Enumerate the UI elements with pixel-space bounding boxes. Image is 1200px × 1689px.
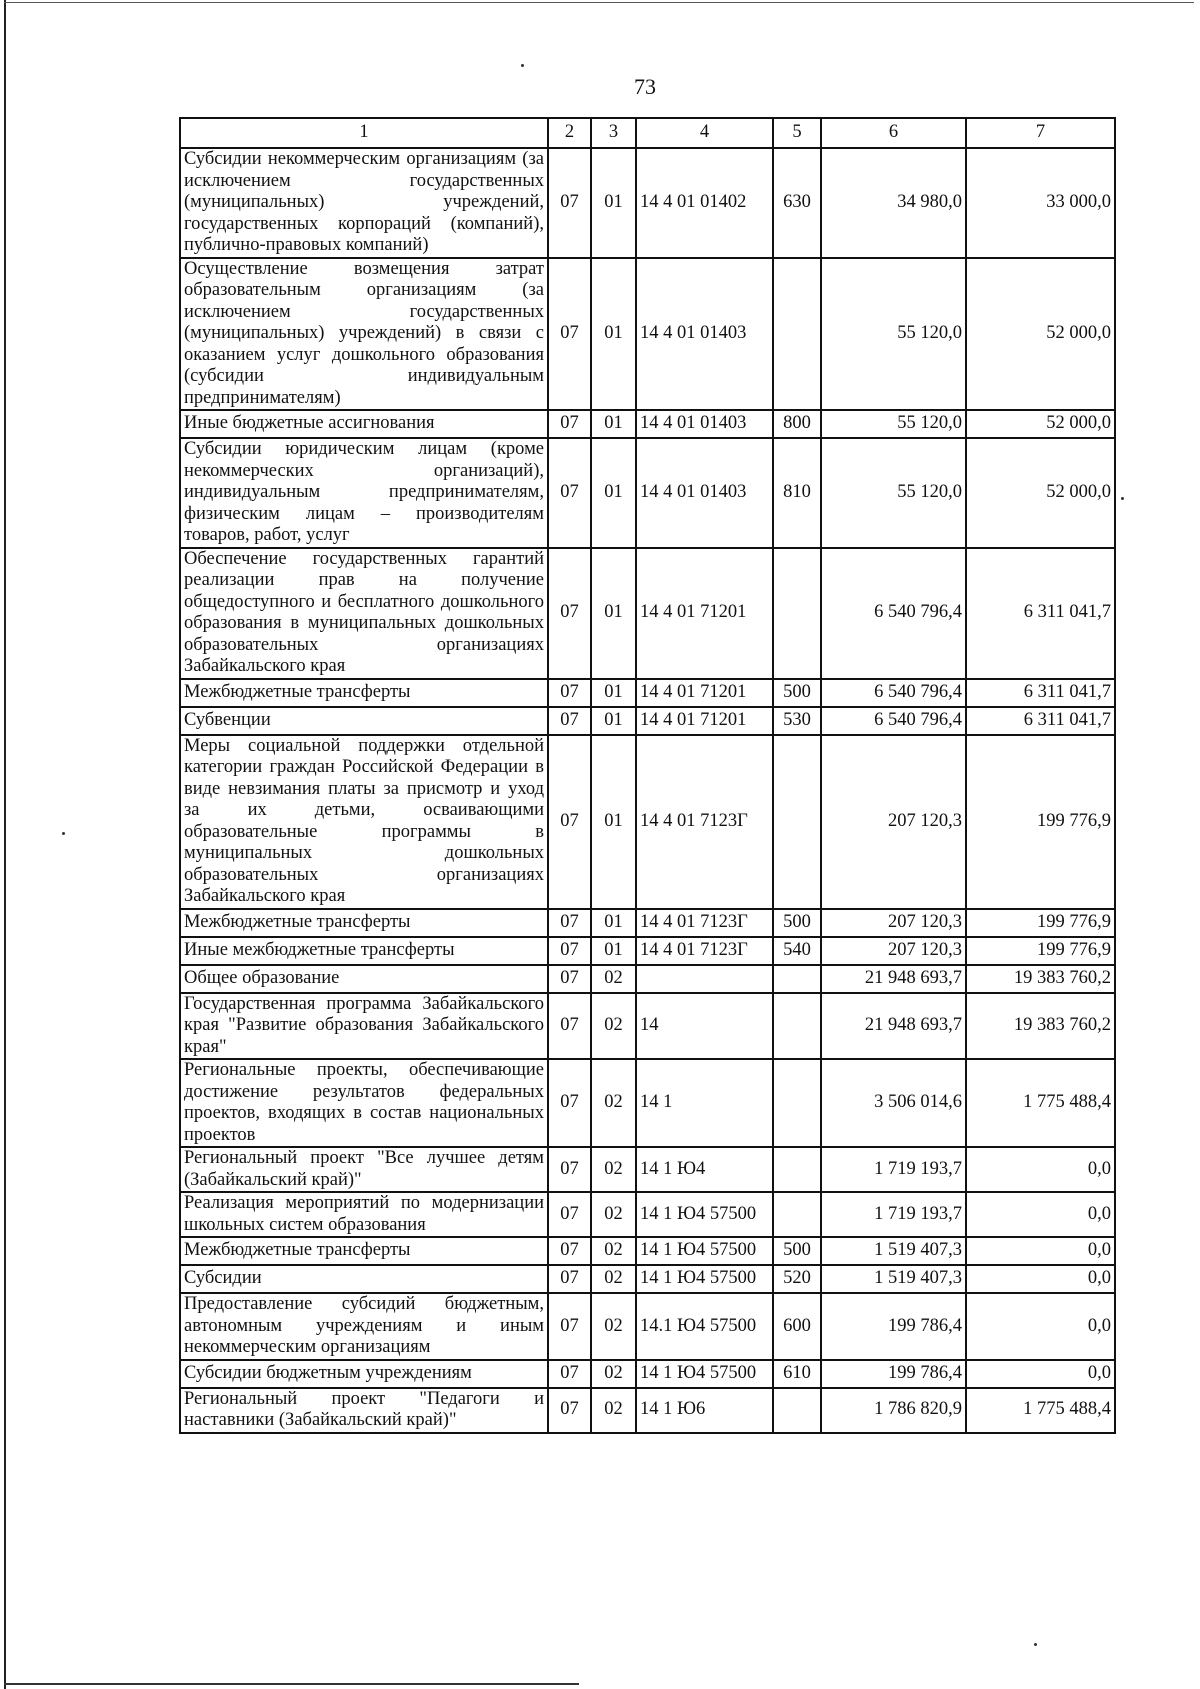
- row-expense-type: 540: [773, 937, 821, 965]
- column-header: 5: [773, 118, 821, 148]
- row-section: 07: [548, 1293, 591, 1360]
- scan-speck: [1121, 497, 1124, 500]
- column-header: 6: [821, 118, 966, 148]
- row-target-code: 14 1 Ю4 57500: [636, 1237, 773, 1265]
- row-value-col7: 6 311 041,7: [966, 707, 1115, 735]
- scan-speck: [521, 64, 524, 67]
- row-value-col7: 6 311 041,7: [966, 679, 1115, 707]
- row-subsection: 01: [591, 258, 636, 411]
- row-section: 07: [548, 410, 591, 438]
- row-target-code: 14.1 Ю4 57500: [636, 1293, 773, 1360]
- row-value-col6: 1 519 407,3: [821, 1265, 966, 1293]
- row-section: 07: [548, 993, 591, 1060]
- table-row: [180, 965, 1115, 993]
- row-value-col6: 21 948 693,7: [821, 965, 966, 993]
- row-target-code: 14 4 01 7123Г: [636, 909, 773, 937]
- row-expense-type: 610: [773, 1360, 821, 1388]
- row-value-col7: 1 775 488,4: [966, 1388, 1115, 1433]
- row-target-code: 14 1 Ю4: [636, 1147, 773, 1192]
- row-expense-type: 600: [773, 1293, 821, 1360]
- row-name: Иные межбюджетные трансферты: [180, 937, 548, 965]
- row-value-col6: 55 120,0: [821, 410, 966, 438]
- row-subsection: 02: [591, 1265, 636, 1293]
- row-value-col7: 0,0: [966, 1192, 1115, 1237]
- row-target-code: 14 4 01 7123Г: [636, 937, 773, 965]
- row-name: Региональные проекты, обеспечивающие достижение результатов федеральных проектов, входящих в состав национальных проектов: [180, 1059, 548, 1147]
- row-expense-type: 630: [773, 148, 821, 258]
- row-target-code: 14 4 01 01403: [636, 258, 773, 411]
- row-subsection: 02: [591, 1192, 636, 1237]
- row-expense-type: 500: [773, 909, 821, 937]
- row-value-col7: 0,0: [966, 1147, 1115, 1192]
- row-expense-type: [773, 1059, 821, 1147]
- row-subsection: 01: [591, 548, 636, 679]
- table-row: [180, 909, 1115, 937]
- row-expense-type: 520: [773, 1265, 821, 1293]
- row-section: 07: [548, 148, 591, 258]
- table-row: [180, 1237, 1115, 1265]
- page-number: 73: [634, 74, 656, 99]
- row-target-code: 14 1 Ю4 57500: [636, 1192, 773, 1237]
- row-name: Субсидии: [180, 1265, 548, 1293]
- scan-speck: [62, 832, 65, 835]
- row-value-col7: 6 311 041,7: [966, 548, 1115, 679]
- row-value-col7: 199 776,9: [966, 937, 1115, 965]
- row-expense-type: 530: [773, 707, 821, 735]
- row-value-col7: 33 000,0: [966, 148, 1115, 258]
- table-row: [180, 438, 1115, 548]
- row-section: 07: [548, 937, 591, 965]
- table-row: [180, 148, 1115, 258]
- row-section: 07: [548, 1147, 591, 1192]
- column-header: 4: [636, 118, 773, 148]
- row-name: Субсидии юридическим лицам (кроме некоммерческих организаций), индивидуальным предпринимателям, физическим лицам – производителям товаров, работ, услуг: [180, 438, 548, 548]
- row-value-col7: 19 383 760,2: [966, 993, 1115, 1060]
- row-name: Государственная программа Забайкальского края "Развитие образования Забайкальского края": [180, 993, 548, 1060]
- row-target-code: 14 1 Ю4 57500: [636, 1265, 773, 1293]
- row-value-col6: 21 948 693,7: [821, 993, 966, 1060]
- row-name: Субсидии бюджетным учреждениям: [180, 1360, 548, 1388]
- table-row: [180, 1192, 1115, 1237]
- row-section: 07: [548, 679, 591, 707]
- row-subsection: 02: [591, 1388, 636, 1433]
- row-name: Субвенции: [180, 707, 548, 735]
- row-expense-type: 800: [773, 410, 821, 438]
- column-header: 7: [966, 118, 1115, 148]
- row-section: 07: [548, 1237, 591, 1265]
- row-target-code: 14 4 01 01403: [636, 438, 773, 548]
- table-row: [180, 937, 1115, 965]
- row-section: 07: [548, 735, 591, 909]
- row-expense-type: [773, 993, 821, 1060]
- row-name: Общее образование: [180, 965, 548, 993]
- row-value-col6: 207 120,3: [821, 909, 966, 937]
- scan-speck: [1034, 1643, 1037, 1646]
- table-row: [180, 679, 1115, 707]
- row-name: Субсидии некоммерческим организациям (за исключением государственных (муниципальных) учреждений, государственных корпораций (компаний), публично-правовых компаний): [180, 148, 548, 258]
- row-name: Предоставление субсидий бюджетным, автономным учреждениям и иным некоммерческим организациям: [180, 1293, 548, 1360]
- row-name: Реализация мероприятий по модернизации школьных систем образования: [180, 1192, 548, 1237]
- table-row: [180, 1059, 1115, 1147]
- row-name: Межбюджетные трансферты: [180, 679, 548, 707]
- row-section: 07: [548, 1192, 591, 1237]
- row-value-col7: 52 000,0: [966, 410, 1115, 438]
- row-expense-type: [773, 735, 821, 909]
- row-section: 07: [548, 548, 591, 679]
- row-value-col7: 0,0: [966, 1265, 1115, 1293]
- row-value-col7: 52 000,0: [966, 258, 1115, 411]
- table-row: [180, 735, 1115, 909]
- row-section: 07: [548, 1059, 591, 1147]
- row-section: 07: [548, 1388, 591, 1433]
- row-target-code: 14 1: [636, 1059, 773, 1147]
- row-expense-type: 810: [773, 438, 821, 548]
- row-target-code: 14 4 01 71201: [636, 679, 773, 707]
- row-value-col7: 19 383 760,2: [966, 965, 1115, 993]
- row-subsection: 01: [591, 735, 636, 909]
- row-name: Иные бюджетные ассигнования: [180, 410, 548, 438]
- row-expense-type: [773, 1388, 821, 1433]
- row-value-col6: 6 540 796,4: [821, 707, 966, 735]
- scan-border-bottom: [4, 1683, 579, 1685]
- row-subsection: 02: [591, 993, 636, 1060]
- row-subsection: 02: [591, 965, 636, 993]
- column-header: 1: [180, 118, 548, 148]
- row-section: 07: [548, 965, 591, 993]
- column-header: 3: [591, 118, 636, 148]
- row-subsection: 01: [591, 148, 636, 258]
- row-value-col6: 6 540 796,4: [821, 548, 966, 679]
- table-row: [180, 410, 1115, 438]
- row-section: 07: [548, 258, 591, 411]
- table-row: [180, 1265, 1115, 1293]
- row-name: Региональный проект "Все лучшее детям (Забайкальский край)": [180, 1147, 548, 1192]
- row-subsection: 01: [591, 937, 636, 965]
- row-section: 07: [548, 909, 591, 937]
- row-target-code: 14 1 Ю6: [636, 1388, 773, 1433]
- row-value-col7: 199 776,9: [966, 909, 1115, 937]
- row-value-col6: 55 120,0: [821, 438, 966, 548]
- row-target-code: [636, 965, 773, 993]
- row-subsection: 02: [591, 1293, 636, 1360]
- row-section: 07: [548, 707, 591, 735]
- row-name: Обеспечение государственных гарантий реализации прав на получение общедоступного и бесплатного дошкольного образования в муниципальных дошкольных образовательных организациях Забайкальского края: [180, 548, 548, 679]
- row-value-col6: 3 506 014,6: [821, 1059, 966, 1147]
- row-value-col7: 199 776,9: [966, 735, 1115, 909]
- row-expense-type: [773, 548, 821, 679]
- row-subsection: 01: [591, 707, 636, 735]
- row-value-col6: 1 719 193,7: [821, 1192, 966, 1237]
- row-target-code: 14: [636, 993, 773, 1060]
- row-value-col6: 55 120,0: [821, 258, 966, 411]
- row-section: 07: [548, 438, 591, 548]
- scan-border-top: [4, 2, 1194, 3]
- row-target-code: 14 4 01 7123Г: [636, 735, 773, 909]
- row-subsection: 01: [591, 410, 636, 438]
- row-section: 07: [548, 1360, 591, 1388]
- row-value-col6: 199 786,4: [821, 1360, 966, 1388]
- row-value-col7: 0,0: [966, 1293, 1115, 1360]
- row-target-code: 14 4 01 01402: [636, 148, 773, 258]
- row-target-code: 14 1 Ю4 57500: [636, 1360, 773, 1388]
- row-subsection: 01: [591, 909, 636, 937]
- row-value-col6: 1 519 407,3: [821, 1237, 966, 1265]
- row-name: Меры социальной поддержки отдельной категории граждан Российской Федерации в виде невзимания платы за присмотр и уход за их детьми, осваивающими образовательные программы в муниципальных дошкольных образовательных организациях Забайкальского края: [180, 735, 548, 909]
- row-value-col6: 207 120,3: [821, 937, 966, 965]
- row-expense-type: [773, 258, 821, 411]
- row-target-code: 14 4 01 71201: [636, 707, 773, 735]
- row-target-code: 14 4 01 01403: [636, 410, 773, 438]
- row-subsection: 02: [591, 1147, 636, 1192]
- row-value-col7: 0,0: [966, 1237, 1115, 1265]
- row-expense-type: 500: [773, 679, 821, 707]
- row-value-col6: 6 540 796,4: [821, 679, 966, 707]
- row-value-col7: 52 000,0: [966, 438, 1115, 548]
- row-value-col6: 1 786 820,9: [821, 1388, 966, 1433]
- row-subsection: 02: [591, 1237, 636, 1265]
- table-row: [180, 1360, 1115, 1388]
- row-expense-type: [773, 1147, 821, 1192]
- row-value-col7: 0,0: [966, 1360, 1115, 1388]
- header-row: [180, 118, 1115, 148]
- row-value-col6: 199 786,4: [821, 1293, 966, 1360]
- row-value-col6: 34 980,0: [821, 148, 966, 258]
- column-header: 2: [548, 118, 591, 148]
- row-section: 07: [548, 1265, 591, 1293]
- row-name: Осуществление возмещения затрат образовательным организациям (за исключением государственных (муниципальных) учреждений) в связи с оказанием услуг дошкольного образования (субсидии индивидуальным предпринимателям): [180, 258, 548, 411]
- row-expense-type: 500: [773, 1237, 821, 1265]
- table-row: [180, 707, 1115, 735]
- row-value-col6: 207 120,3: [821, 735, 966, 909]
- row-value-col6: 1 719 193,7: [821, 1147, 966, 1192]
- table-row: [180, 1147, 1115, 1192]
- row-name: Межбюджетные трансферты: [180, 1237, 548, 1265]
- table-row: [180, 1388, 1115, 1433]
- row-value-col7: 1 775 488,4: [966, 1059, 1115, 1147]
- row-name: Межбюджетные трансферты: [180, 909, 548, 937]
- row-name: Региональный проект "Педагоги и наставники (Забайкальский край)": [180, 1388, 548, 1433]
- row-subsection: 02: [591, 1059, 636, 1147]
- row-target-code: 14 4 01 71201: [636, 548, 773, 679]
- row-expense-type: [773, 1192, 821, 1237]
- table-row: [180, 1293, 1115, 1360]
- scan-border-left: [4, 0, 6, 1689]
- table-row: [180, 258, 1115, 411]
- budget-table: [179, 117, 1116, 1434]
- row-expense-type: [773, 965, 821, 993]
- row-subsection: 02: [591, 1360, 636, 1388]
- table-row: [180, 993, 1115, 1060]
- table-row: [180, 548, 1115, 679]
- row-subsection: 01: [591, 679, 636, 707]
- row-subsection: 01: [591, 438, 636, 548]
